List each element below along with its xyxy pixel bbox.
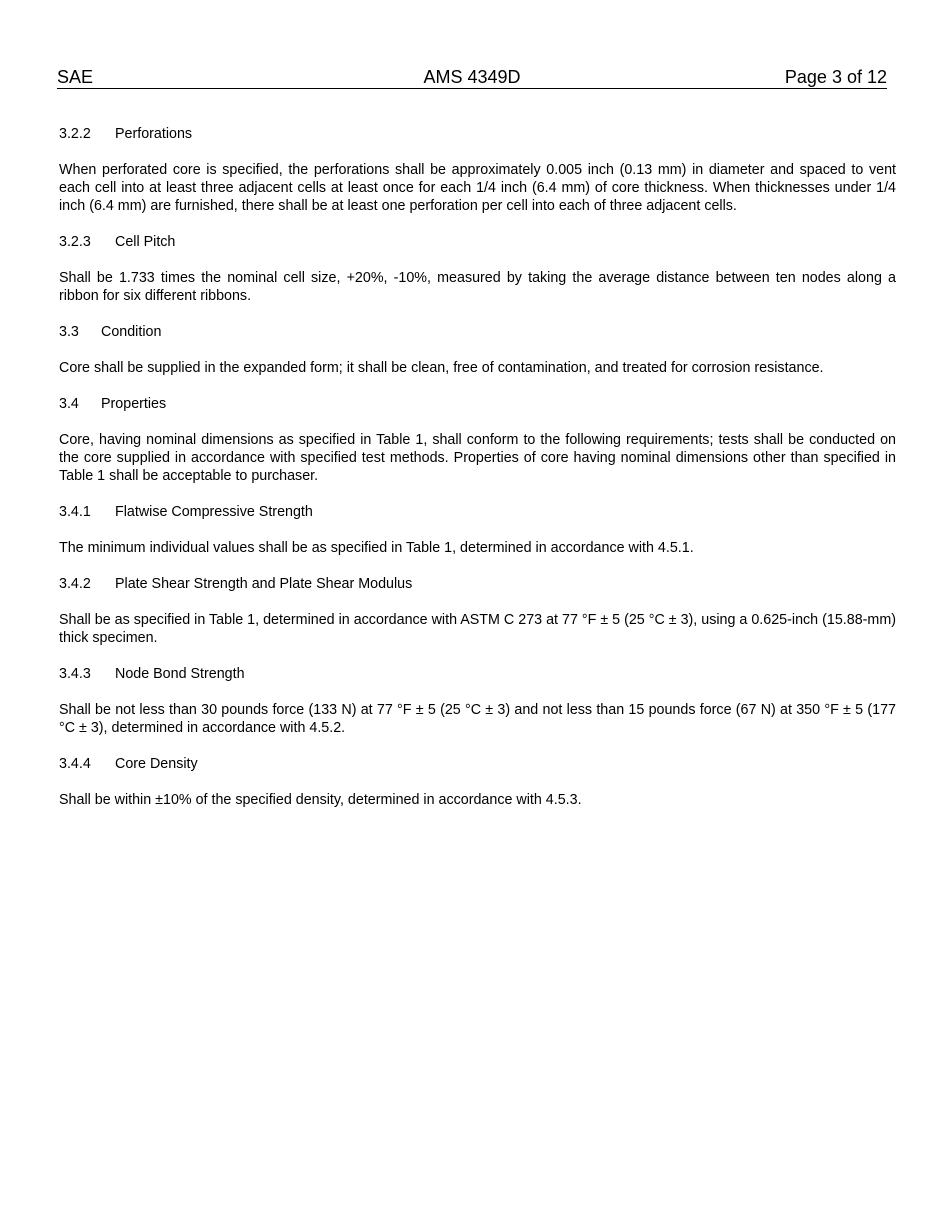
section-number: 3.2.2 <box>59 126 91 142</box>
section-number: 3.4.2 <box>59 576 91 592</box>
section-number: 3.4.1 <box>59 504 91 520</box>
section-title: Plate Shear Strength and Plate Shear Modulus <box>115 576 413 592</box>
section-heading-core-density <box>59 755 896 773</box>
section-body-node-bond: Shall be not less than 30 pounds force (133 N) at 77 °F ± 5 (25 °C ± 3) and not less than 15 pounds force (67 N) at 350 °F ± 5 (177 °C ± 3), determined in accordance with 4.5.2. <box>59 702 896 736</box>
section-heading-condition <box>59 323 896 341</box>
section-body-core-density: Shall be within ±10% of the specified density, determined in accordance with 4.5.3. <box>59 792 582 808</box>
header-doc-number: AMS 4349D <box>423 67 521 87</box>
section-number: 3.4 <box>59 396 79 412</box>
section-body-perforations: When perforated core is specified, the perforations shall be approximately 0.005 inch (0.13 mm) in diameter and spaced to vent each cell into at least three adjacent cells at least once for each 1/4 inch (6.4 mm) of core thickness. When thicknesses under 1/4 inch (6.4 mm) are furnished, there shall be at least one perforation per cell into each of three adjacent cells. <box>59 162 896 214</box>
section-heading-node-bond <box>59 665 896 683</box>
section-heading-cell-pitch <box>59 233 896 251</box>
section-number: 3.2.3 <box>59 234 91 250</box>
header-org: SAE <box>57 67 94 87</box>
section-heading-flatwise <box>59 503 896 521</box>
section-body-properties: Core, having nominal dimensions as specified in Table 1, shall conform to the following requirements; tests shall be conducted on the core supplied in accordance with specified test methods. Properties of core having nominal dimensions other than specified in Table 1 shall be acceptable to purchaser. <box>59 432 896 484</box>
section-body-plate-shear: Shall be as specified in Table 1, determined in accordance with ASTM C 273 at 77 °F ± 5 (25 °C ± 3), using a 0.625-inch (15.88-mm) thick specimen. <box>59 612 896 646</box>
section-title: Condition <box>101 324 162 340</box>
section-body-flatwise: The minimum individual values shall be as specified in Table 1, determined in accordance with 4.5.1. <box>59 540 694 556</box>
section-title: Core Density <box>115 756 198 772</box>
section-number: 3.3 <box>59 324 79 340</box>
section-heading-properties <box>59 395 896 413</box>
section-title: Flatwise Compressive Strength <box>115 504 313 520</box>
section-title: Node Bond Strength <box>115 666 245 682</box>
section-title: Cell Pitch <box>115 234 176 250</box>
header-page-number: Page 3 of 12 <box>784 67 887 87</box>
page-header <box>57 66 887 89</box>
section-number: 3.4.4 <box>59 756 91 772</box>
document-body <box>59 125 896 827</box>
section-title: Perforations <box>115 126 193 142</box>
section-heading-perforations <box>59 125 896 143</box>
section-heading-plate-shear <box>59 575 896 593</box>
section-title: Properties <box>101 396 167 412</box>
section-body-condition: Core shall be supplied in the expanded form; it shall be clean, free of contamination, and treated for corrosion resistance. <box>59 360 824 376</box>
section-number: 3.4.3 <box>59 666 91 682</box>
section-body-cell-pitch: Shall be 1.733 times the nominal cell size, +20%, -10%, measured by taking the average distance between ten nodes along a ribbon for six different ribbons. <box>59 270 896 304</box>
